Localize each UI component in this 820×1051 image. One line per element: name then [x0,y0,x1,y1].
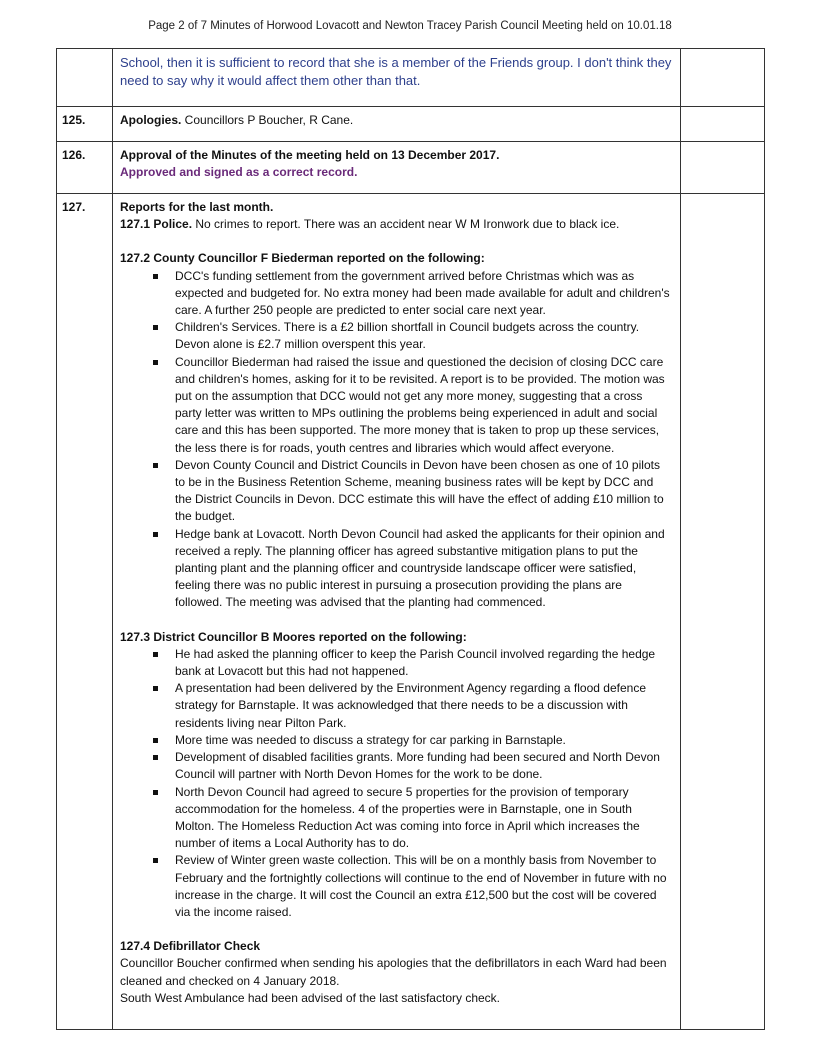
action-cell [681,194,765,1030]
item-body-cell [113,107,681,142]
action-cell [681,107,765,142]
list-item: Development of disabled facilities grants. More funding had been secured and North Devon Council will partner with North Devon Homes for the work to be done. [175,749,672,783]
minutes-approval-note: Approved and signed as a correct record. [120,165,358,180]
minutes-table [56,48,765,1030]
item-number: 125. [57,107,113,142]
item-number-cell [57,49,113,107]
list-item: Devon County Council and District Councils in Devon have been chosen as one of 10 pilots to be in the Business Retention Scheme, meaning business rates will be kept by DCC and the District Councils in Devon. DCC estimate this will have the effect of adding £10 million to the budget. [175,457,672,526]
county-report-list [120,268,672,612]
minutes-approval-heading: Approval of the Minutes of the meeting held on 13 December 2017. [120,148,500,162]
action-cell [681,49,765,107]
police-report [120,216,672,233]
row-125 [57,107,765,142]
defibrillator-heading: 127.4 Defibrillator Check [120,939,261,954]
item-body-cell [113,142,681,194]
district-report-list [120,646,672,921]
list-item: Hedge bank at Lovacott. North Devon Council had asked the applicants for their opinion and received a reply. The planning officer has agreed substantive mitigation plans to put the planting plant and the planning officer and countryside landscape officer were satisfied, feeling there was no public interest in pursuing a prosecution providing the plans are followed. The meeting was advised that the planting had commenced. [175,526,672,612]
list-item: Children's Services. There is a £2 billion shortfall in Council budgets across the country. Devon alone is £2.7 million overspent this year. [175,319,672,353]
list-item: Councillor Biederman had raised the issue and questioned the decision of closing DCC care and children's homes, asking for it to be revisited. A report is to be provided. The motion was put on the assumption that DCC would not get any more money, suggesting that a cross party letter was written to MPs outlining the problems being experienced in adult and social care and this has been supported. The more money that is taken to prop up these services, the less there is for roads, youth centres and libraries which would affect everyone. [175,354,672,457]
list-item: A presentation had been delivered by the Environment Agency regarding a flood defence strategy for Barnstaple. It was acknowledged that there needs to be a discussion with residents living near Pilton Park. [175,680,672,732]
item-body-cell [113,194,681,1030]
police-text: No crimes to report. There was an accident near W M Ironwork due to black ice. [192,217,620,232]
apologies-heading: Apologies. [120,113,182,127]
list-item: DCC's funding settlement from the government arrived before Christmas which was as expected and budgeted for. No extra money had been made available for adult and children's care. A further 250 people are predicted to enter social care next year. [175,268,672,320]
police-heading: 127.1 Police. [120,217,193,232]
row-127 [57,194,765,1030]
county-councillor-heading: 127.2 County Councillor F Biederman reported on the following: [120,251,485,266]
list-item: Review of Winter green waste collection. This will be on a monthly basis from November to February and the fortnightly collections will continue to the end of November in future with no increase in the charge. It will cost the Council an extra £12,500 but the cost will be covered via the income raised. [175,852,672,921]
apologies-text: Councillors P Boucher, R Cane. [181,113,354,127]
item-body-cell [113,49,681,107]
district-councillor-heading: 127.3 District Councillor B Moores reported on the following: [120,629,467,644]
list-item: More time was needed to discuss a strategy for car parking in Barnstaple. [175,732,672,749]
list-item: North Devon Council had agreed to secure 5 properties for the provision of temporary accommodation for the homeless. 4 of the properties were in Barnstaple, one in South Molton. The Homeless Reduction Act was coming into force in April which increases the number of items a Local Authority has to do. [175,784,672,853]
defibrillator-text: Councillor Boucher confirmed when sending his apologies that the defibrillators in each Ward had been cleaned and checked on 4 January 2018. [120,956,667,988]
page-header: Page 2 of 7 Minutes of Horwood Lovacott and Newton Tracey Parish Council Meeting held on 10.01.18 [148,20,672,32]
item-number: 127. [57,194,113,1030]
row-126 [57,142,765,194]
list-item: He had asked the planning officer to keep the Parish Council involved regarding the hedge bank at Lovacott but this had not happened. [175,646,672,680]
reports-heading: Reports for the last month. [120,200,274,214]
item-number: 126. [57,142,113,194]
action-cell [681,142,765,194]
continuation-note: School, then it is sufficient to record that she is a member of the Friends group. I don't think they need to say why it would affect them other than that. [120,55,672,88]
defibrillator-text-2: South West Ambulance had been advised of the last satisfactory check. [120,990,500,1005]
row-continuation [57,49,765,107]
